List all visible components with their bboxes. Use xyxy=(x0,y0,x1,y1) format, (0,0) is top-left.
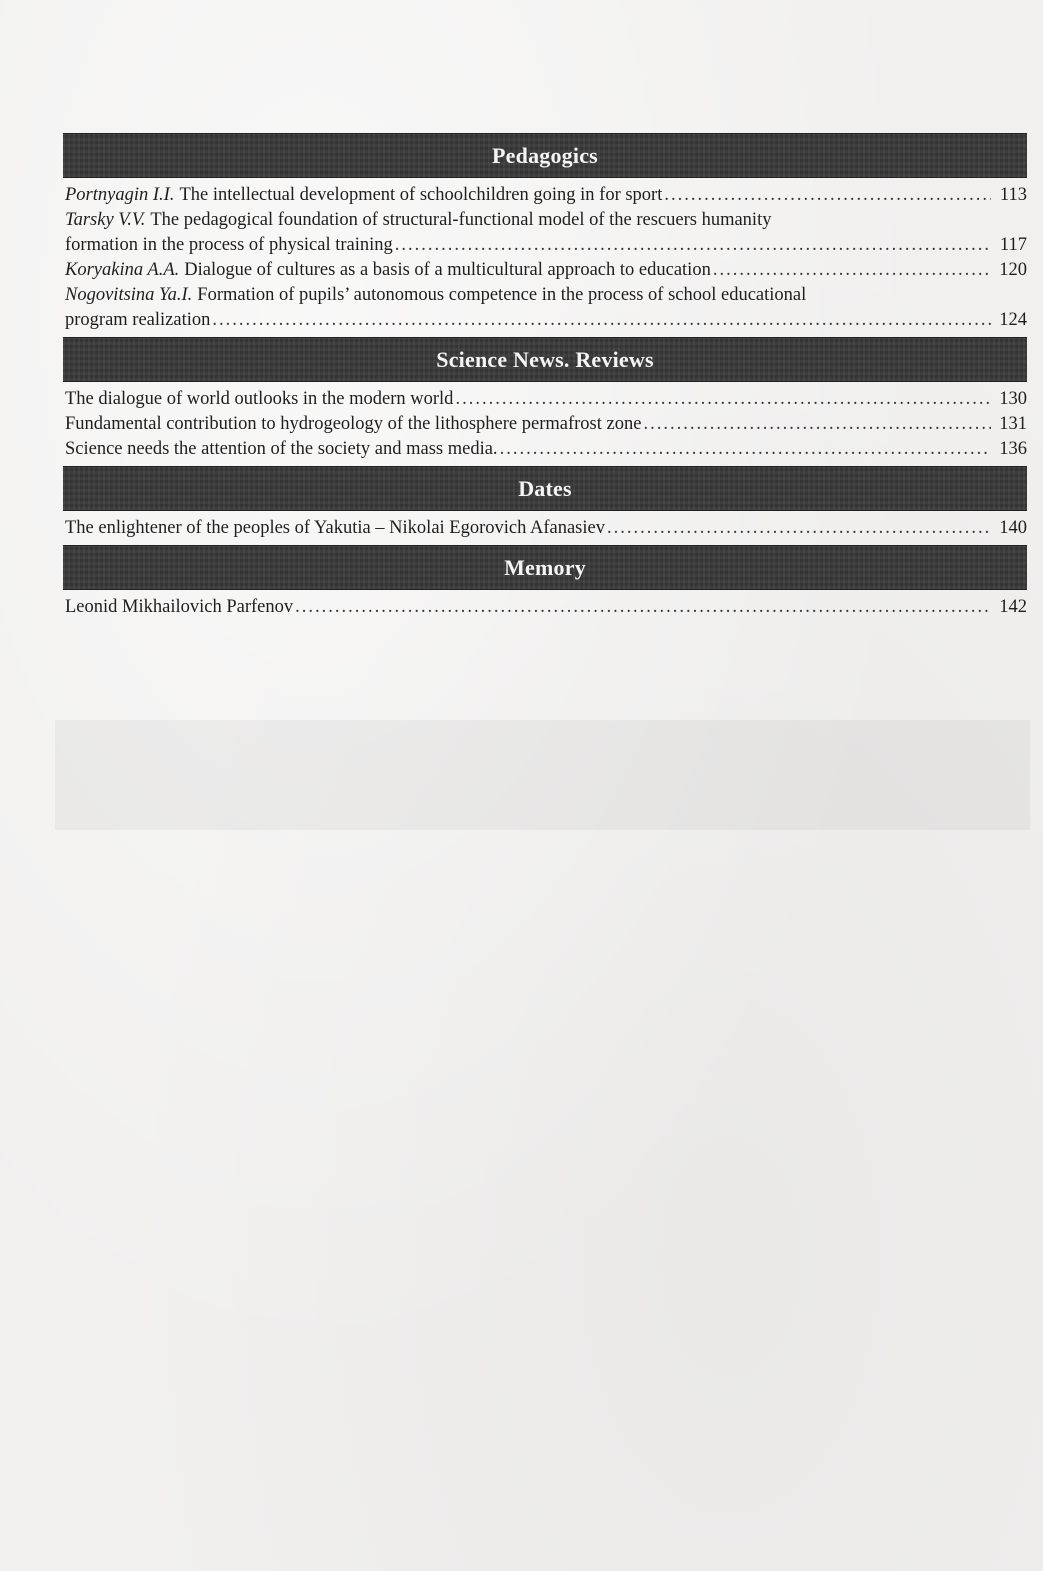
toc-entry[interactable] xyxy=(65,258,1027,283)
section-entries-pedagogics xyxy=(63,178,1027,337)
entry-page-number: 142 xyxy=(999,597,1027,617)
dot-leader xyxy=(212,308,991,333)
section-header-science-news-reviews: Science News. Reviews xyxy=(63,337,1027,382)
entry-title: Leonid Mikhailovich Parfenov xyxy=(65,597,294,617)
dot-leader xyxy=(643,412,991,437)
entry-title-continued: formation in the process of physical training xyxy=(65,235,393,255)
entry-title: Fundamental contribution to hydrogeology of the lithosphere permafrost zone xyxy=(65,414,642,434)
dot-leader xyxy=(500,437,991,462)
entry-author: Tarsky V.V. xyxy=(65,210,146,230)
dot-leader xyxy=(713,258,991,283)
entry-author: Nogovitsina Ya.I. xyxy=(65,285,193,305)
entry-page-number: 136 xyxy=(999,439,1027,459)
entry-page-number: 130 xyxy=(999,389,1027,409)
section-entries-science-news xyxy=(63,382,1027,466)
entry-page-number: 117 xyxy=(999,235,1027,255)
section-header-memory: Memory xyxy=(63,545,1027,590)
entry-title: Science needs the attention of the society and mass media. xyxy=(65,439,498,459)
section-entries-memory xyxy=(63,590,1027,624)
toc-entry[interactable] xyxy=(65,437,1027,462)
entry-author: Portnyagin I.I. xyxy=(65,185,175,205)
show-through-band xyxy=(55,720,1030,830)
entry-page-number: 113 xyxy=(999,185,1027,205)
toc-entry[interactable] xyxy=(65,208,1027,258)
section-entries-dates xyxy=(63,511,1027,545)
entry-page-number: 120 xyxy=(999,260,1027,280)
toc-entry[interactable] xyxy=(65,516,1027,541)
entry-page-number: 131 xyxy=(999,414,1027,434)
dot-leader xyxy=(455,387,991,412)
dot-leader xyxy=(607,516,991,541)
entry-title: The pedagogical foundation of structural-functional model of the rescuers humanity xyxy=(150,210,772,230)
toc-entry[interactable] xyxy=(65,595,1027,620)
toc-entry[interactable] xyxy=(65,183,1027,208)
entry-title: The intellectual development of schoolchildren going in for sport xyxy=(179,185,663,205)
entry-title: Dialogue of cultures as a basis of a multicultural approach to education xyxy=(184,260,711,280)
entry-page-number: 124 xyxy=(999,310,1027,330)
toc-entry[interactable] xyxy=(65,412,1027,437)
dot-leader xyxy=(395,233,991,258)
section-header-pedagogics: Pedagogics xyxy=(63,133,1027,178)
entry-title: The dialogue of world outlooks in the modern world xyxy=(65,389,454,409)
entry-author: Koryakina A.A. xyxy=(65,260,180,280)
dot-leader xyxy=(664,183,991,208)
section-header-dates: Dates xyxy=(63,466,1027,511)
entry-title: Formation of pupils’ autonomous competence in the process of school educational xyxy=(197,285,807,305)
toc-entry[interactable] xyxy=(65,283,1027,333)
toc-entry[interactable] xyxy=(65,387,1027,412)
dot-leader xyxy=(295,595,991,620)
entry-title: The enlightener of the peoples of Yakutia – Nikolai Egorovich Afanasiev xyxy=(65,518,605,538)
table-of-contents xyxy=(63,133,1027,624)
entry-page-number: 140 xyxy=(999,518,1027,538)
entry-title-continued: program realization xyxy=(65,310,211,330)
